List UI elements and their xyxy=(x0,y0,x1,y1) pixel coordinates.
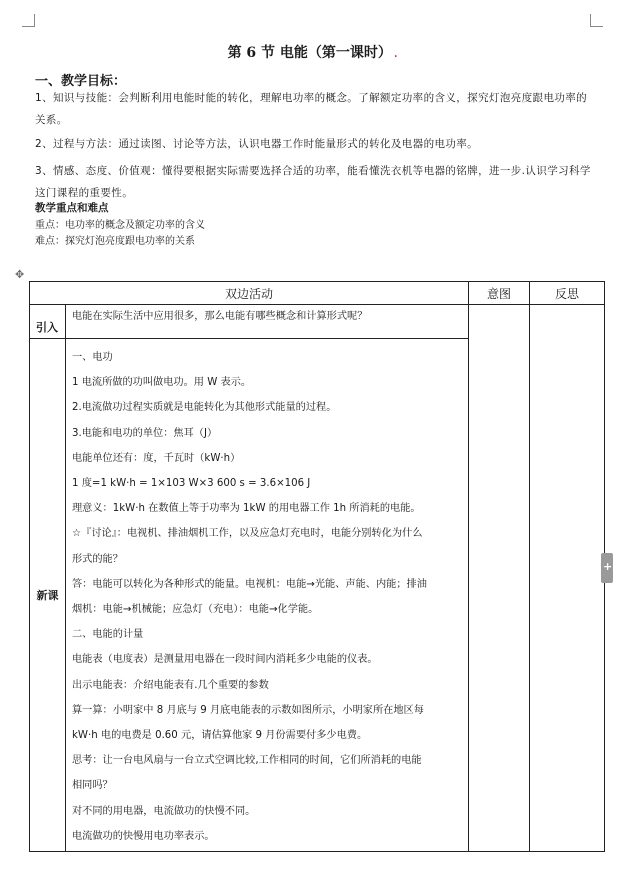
lesson-line: 思考：让一台电风扇与一台立式空调比较,工作相同的时间，它们所消耗的电能 xyxy=(72,755,422,767)
intro-label-cell xyxy=(30,305,66,339)
key-point-focus: 重点：电功率的概念及额定功率的含义 xyxy=(35,220,205,231)
document-title xyxy=(0,42,625,62)
lesson-line: 2.电流做功过程实质就是电能转化为其他形式能量的过程。 xyxy=(72,402,337,414)
lesson-line: 形式的能？ xyxy=(72,553,123,565)
intro-content-cell xyxy=(66,305,469,339)
plus-icon: + xyxy=(603,560,613,573)
objective-2: 2、过程与方法：通过读图、讨论等方法，认识电器工作时能量形式的转化及电器的电功率。 xyxy=(35,138,479,150)
lesson-line: 算一算：小明家中 8 月底与 9 月底电能表的示数如图所示，小明家所在地区每 xyxy=(72,704,424,716)
lesson-line: 对不同的用电器，电流做功的快慢不同。 xyxy=(72,805,256,817)
lesson-line: 1 电流所做的功叫做电功。用 W 表示。 xyxy=(72,377,252,389)
new-lesson-content xyxy=(66,339,468,849)
lesson-line: kW·h 电的电费是 0.60 元，请估算他家 9 月份需要付多少电费。 xyxy=(72,730,368,742)
objective-3: 3、情感、态度、价值观：懂得要根据实际需要选择合适的功率，能看懂洗衣机等电器的铭牌，进一步.认识学习科学这门课程的重要性。 xyxy=(35,165,591,199)
lesson-line: 理意义：1kW·h 在数值上等于功率为 1kW 的用电器工作 1h 所消耗的电能。 xyxy=(72,503,421,515)
header-intent: 意图 xyxy=(469,282,530,305)
new-lesson-label: 新课 xyxy=(36,589,59,602)
side-expand-tab[interactable] xyxy=(601,553,613,583)
intro-text: 电能在实际生活中应用很多，那么电能有哪些概念和计算形式呢？ xyxy=(72,311,368,322)
lesson-line: 3.电能和电功的单位：焦耳（J） xyxy=(72,427,218,439)
lesson-line: 电流做功的快慢用电功率表示。 xyxy=(72,830,215,842)
title-text: 第 6 节 电能（第一课时） xyxy=(227,45,392,61)
lesson-line: 1 度=1 kW·h = 1×103 W×3 600 s = 3.6×106 J xyxy=(72,478,311,490)
lesson-line: 相同吗？ xyxy=(72,780,113,792)
lesson-line: 出示电能表：介绍电能表有.几个重要的参数 xyxy=(72,679,269,691)
table-move-handle-icon[interactable]: ✥ xyxy=(15,268,25,281)
intent-cell xyxy=(469,305,530,852)
reflection-cell xyxy=(530,305,605,852)
new-lesson-label-cell xyxy=(30,339,66,852)
objective-1: 1、知识与技能：会判断利用电能时能的转化，理解电功率的概念。了解额定功率的含义，探究灯泡亮度跟电功率的关系。 xyxy=(35,92,588,126)
lesson-line: 答：电能可以转化为各种形式的能量。电视机：电能→光能、声能、内能；排油 xyxy=(72,578,427,590)
lesson-line: 电能单位还有：度，千瓦时（kW·h） xyxy=(72,452,241,464)
lesson-line: 一、电功 xyxy=(72,352,113,363)
header-reflection: 反思 xyxy=(530,282,605,305)
title-mark: . xyxy=(393,49,398,60)
lesson-line: ☆『讨论』：电视机、排油烟机工作，以及应急灯充电时，电能分别转化为什么 xyxy=(72,528,423,540)
table-header-row xyxy=(30,282,605,305)
lesson-line: 烟机：电能→机械能；应急灯（充电）：电能→化学能。 xyxy=(72,604,319,616)
page-corner-mark-left xyxy=(22,14,35,27)
lesson-line: 电能表（电度表）是测量用电器在一段时间内消耗多少电能的仪表。 xyxy=(72,654,378,666)
lesson-table xyxy=(29,281,605,852)
lesson-line: 二、电能的计量 xyxy=(72,629,144,641)
objectives-heading: 一、教学目标： xyxy=(35,74,127,89)
table-row-intro xyxy=(30,305,605,339)
header-activities: 双边活动 xyxy=(30,282,469,305)
page-corner-mark-right xyxy=(590,14,603,27)
key-points-heading: 教学重点和难点 xyxy=(35,202,109,214)
intro-label: 引入 xyxy=(36,321,58,334)
new-lesson-content-cell xyxy=(66,339,469,852)
key-point-difficulty: 难点：探究灯泡亮度跟电功率的关系 xyxy=(35,236,195,247)
